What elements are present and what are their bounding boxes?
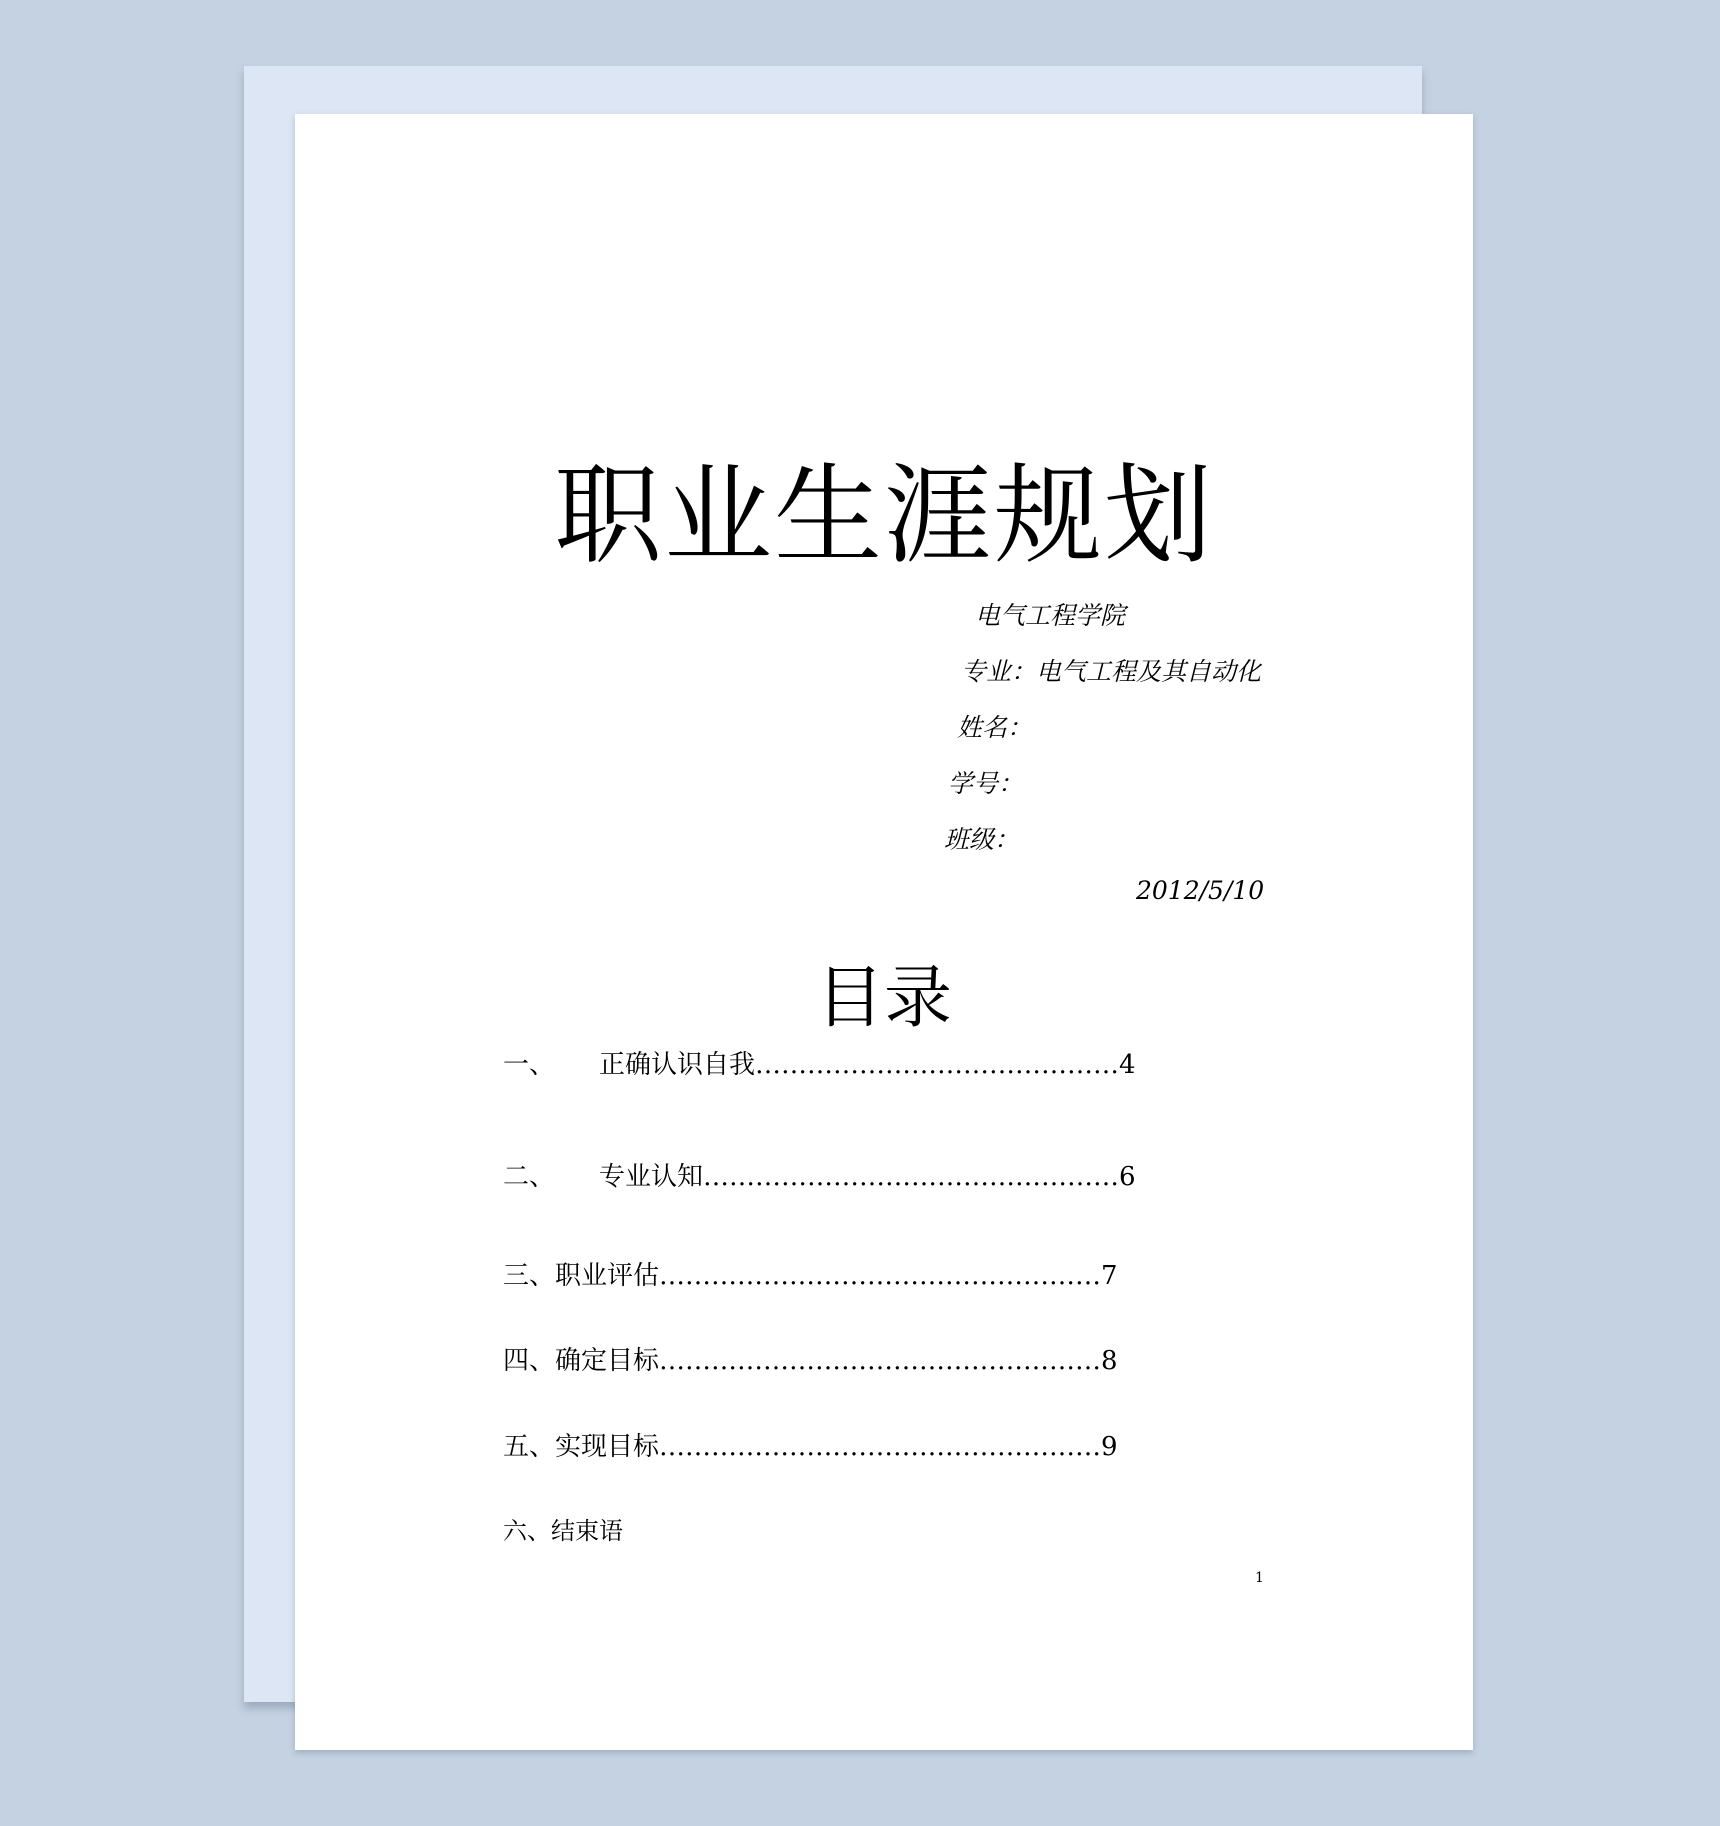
toc-index: 六、 [503,1517,551,1545]
toc-label: 正确认识自我 [599,1050,756,1080]
toc-leader: ………………………………………… [703,1162,1120,1192]
date-line: 2012/5/10 [1136,876,1265,905]
toc-index: 二、 [503,1162,556,1192]
toc-title: 目录 [815,959,952,1038]
document-title: 职业生涯规划 [553,454,1214,579]
toc-leader: …………………………………………… [659,1346,1102,1376]
toc-item [503,1048,1136,1082]
toc-label: 职业评估 [555,1261,660,1291]
toc-index: 四、 [503,1346,556,1376]
toc-label: 确定目标 [555,1346,660,1376]
toc-index: 五、 [503,1432,556,1462]
toc-item [503,1259,1118,1293]
toc-label: 结束语 [551,1517,623,1545]
toc-page: 6 [1119,1162,1136,1192]
toc-index: 三、 [503,1261,556,1291]
toc-item [503,1160,1136,1194]
college-line: 电气工程学院 [975,601,1126,630]
page-number: 1 [1255,1570,1264,1586]
student-id-line: 学号： [948,769,1024,798]
toc-leader: …………………………………………… [659,1261,1102,1291]
toc-leader: …………………………………………… [659,1432,1102,1462]
toc-label: 实现目标 [555,1432,660,1462]
toc-item [503,1344,1118,1378]
toc-item [503,1430,1118,1464]
name-line: 姓名： [957,713,1033,742]
toc-label: 专业认知 [599,1162,704,1192]
toc-leader: …………………………………… [755,1050,1120,1080]
toc-page: 8 [1101,1346,1118,1376]
front-page-sheet [295,114,1473,1750]
toc-page: 7 [1101,1261,1118,1291]
toc-index: 一、 [503,1050,556,1080]
toc-item [503,1514,623,1548]
toc-page: 4 [1119,1050,1136,1080]
class-line: 班级： [944,825,1020,854]
major-line: 专业：电气工程及其自动化 [961,657,1262,686]
toc-page: 9 [1101,1432,1118,1462]
